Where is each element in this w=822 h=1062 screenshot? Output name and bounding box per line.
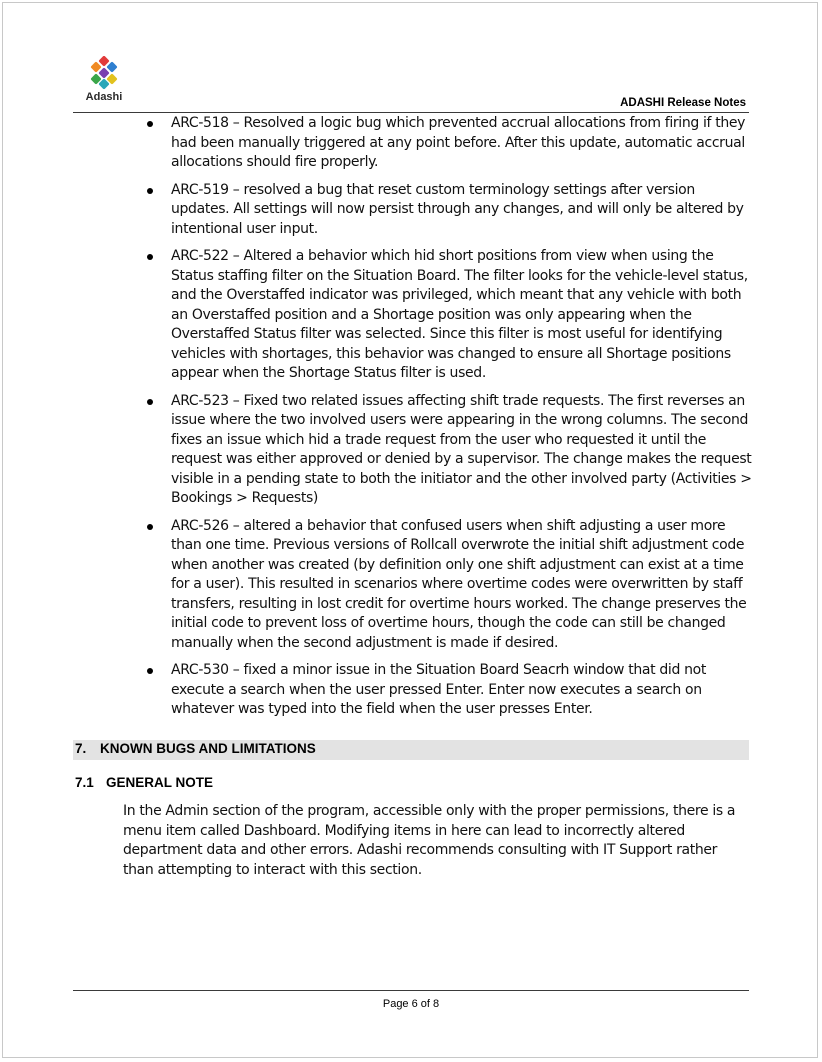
section-heading: [75, 741, 316, 756]
bullet-icon: [147, 668, 153, 674]
list-item-text: ARC-526 – altered a behavior that confused users when shift adjusting a user more than one time. Previous versions of Rollcall overwrote the initial shift adjustment code when another was created (by definition only one shift adjustment can exist at a time for a user). This resulted in scenarios where overtime codes were overwritten by staff transfers, resulting in lost credit for overtime hours worked. The change preserves the initial code to prevent loss of overtime hours, though the code can still be changed manually when the second adjustment is made if desired.: [171, 517, 747, 651]
logo-text: Adashi: [85, 91, 123, 103]
page-number: Page 6 of 8: [382, 998, 440, 1010]
list-item: [140, 661, 752, 720]
bullet-icon: [147, 254, 153, 260]
subsection-number: 7.1: [75, 775, 94, 790]
bullet-icon: [147, 121, 153, 127]
adashi-logo-icon: [86, 56, 122, 90]
footer-divider: [73, 990, 749, 991]
list-item: [140, 181, 752, 240]
header-divider: [73, 112, 749, 113]
list-item: [140, 517, 752, 654]
bullet-icon: [147, 399, 153, 405]
adashi-logo: [82, 56, 126, 106]
subsection-heading: [75, 775, 213, 790]
section-title: KNOWN BUGS AND LIMITATIONS: [100, 741, 316, 756]
list-item: [140, 114, 752, 173]
list-item-text: ARC-518 – Resolved a logic bug which prevented accrual allocations from firing if they had been manually triggered at any point before. After this update, automatic accrual allocations should fire properly.: [171, 115, 746, 170]
list-item-text: ARC-519 – resolved a bug that reset custom terminology settings after version updates. All settings will now persist through any changes, and will only be altered by intentional user input.: [171, 181, 744, 237]
list-item-text: ARC-523 – Fixed two related issues affecting shift trade requests. The first reverses an issue where the two involved users were appearing in the wrong columns. The second fixes an issue which hid a trade request from the user who requested it until the request was either approved or denied by a supervisor. The change makes the request visible in a pending state to both the initiator and the other involved party (Activities > Bookings > Requests): [171, 392, 752, 506]
subsection-title: GENERAL NOTE: [106, 775, 214, 790]
bullet-icon: [147, 524, 153, 530]
general-note-paragraph: In the Admin section of the program, accessible only with the proper permissions, there is a menu item called Dashboard. Modifying items in here can lead to incorrectly altered department data and other errors. Adashi recommends consulting with IT Support rather than attempting to interact with this section.: [123, 803, 736, 878]
section-number: 7.: [75, 741, 87, 756]
list-item-text: ARC-530 – fixed a minor issue in the Situation Board Seacrh window that did not execute a search when the user pressed Enter. Enter now executes a search on whatever was typed into the field when the user presses Enter.: [171, 662, 706, 717]
bullet-icon: [147, 188, 153, 194]
release-notes-list: [140, 114, 752, 728]
list-item-text: ARC-522 – Altered a behavior which hid short positions from view when using the Status staffing filter on the Situation Board. The filter looks for the vehicle-level status, and the Overstaffed indicator was privileged, which meant that any vehicle with both an Overstaffed position and a Shortage position was only appearing when the Overstaffed Status filter was selected. Since this filter is most useful for identifying vehicles with shortages, this behavior was changed to ensure all Shortage positions appear when the Shortage Status filter is used.: [171, 248, 748, 381]
list-item: [140, 247, 752, 384]
list-item: [140, 392, 752, 509]
document-header-title: ADASHI Release Notes: [620, 97, 746, 109]
